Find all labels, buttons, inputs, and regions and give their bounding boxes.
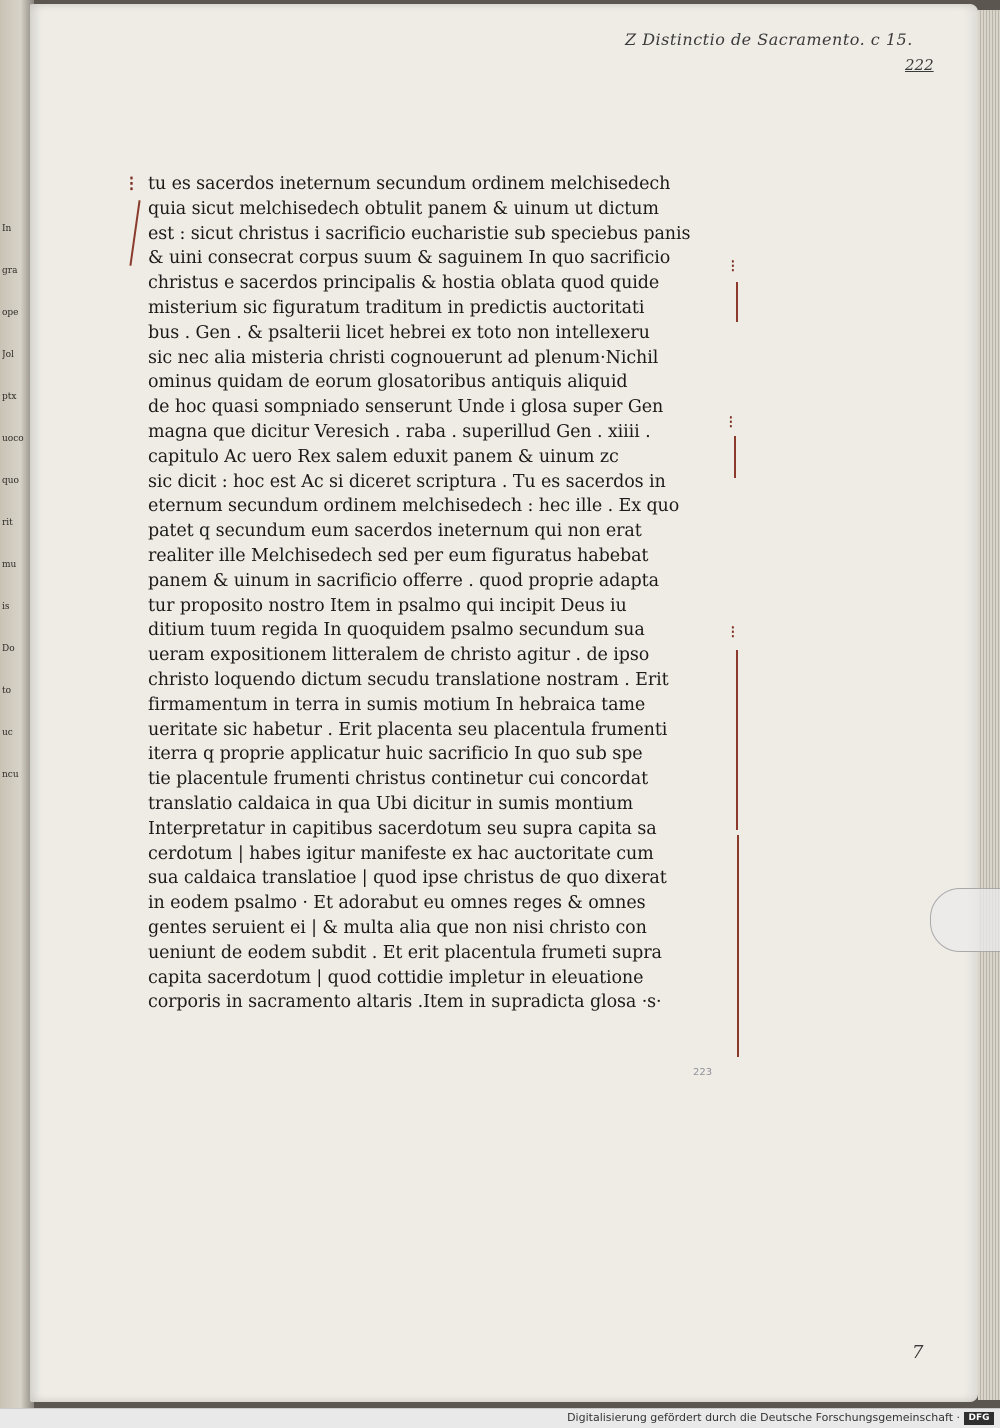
left-page-fragment: ope <box>2 308 19 318</box>
text-line: tu es sacerdos ineternum secundum ordinem melchisedech <box>148 174 671 194</box>
text-line: tur proposito nostro Item in psalmo qui incipit Deus iu <box>148 595 627 616</box>
handwritten-heading: Z Distinctio de Sacramento. c 15. <box>625 30 913 49</box>
left-page-fragment: mu <box>2 560 17 570</box>
text-line: Interpretatur in capitibus sacerdotum seu supra capita sa <box>148 818 657 839</box>
left-page-fragment: Jol <box>2 350 14 360</box>
rubric-mark-3: ⁝ <box>730 622 736 643</box>
text-line: in eodem psalmo · Et adorabut eu omnes reges & omnes <box>148 893 646 914</box>
text-line: cerdotum | habes igitur manifeste ex hac auctoritate cum <box>148 843 654 864</box>
plastic-clip <box>930 888 1000 952</box>
text-line: patet q secundum eum sacerdos ineternum qui non erat <box>148 521 642 542</box>
printed-text-block <box>148 172 748 1015</box>
left-page-fragment: to <box>2 686 12 696</box>
text-line: misterium sic figuratum traditum in predictis auctoritati <box>148 297 645 318</box>
text-line: ueram expositionem litteralem de christo agitur . de ipso <box>148 645 650 666</box>
text-line: realiter ille Melchisedech sed per eum figuratus habebat <box>148 545 649 566</box>
left-page-edge <box>0 0 34 1408</box>
left-page-fragment: uoco <box>2 434 24 444</box>
left-page-fragment: uc <box>2 728 13 738</box>
text-line: corporis in sacramento altaris .Item in supradicta glosa ·s· <box>148 992 662 1013</box>
handwritten-folio-number: 222 <box>905 56 934 74</box>
text-line: gentes seruient ei | & multa alia que non nisi christo con <box>148 917 647 938</box>
text-line: & uini consecrat corpus suum & saguinem In quo sacrificio <box>148 248 671 269</box>
text-line: sua caldaica translatioe | quod ipse christus de quo dixerat <box>148 868 667 889</box>
left-page-fragment: Do <box>2 644 15 654</box>
footer-credit: Digitalisierung gefördert durch die Deutsche Forschungsgemeinschaft · <box>567 1411 960 1424</box>
text-line: translatio caldaica in qua Ubi dicitur in sumis montium <box>148 793 633 814</box>
rubric-mark-2: ⁝ <box>728 412 734 433</box>
text-line: capitulo Ac uero Rex salem eduxit panem & uinum zc <box>148 446 619 467</box>
text-line: panem & uinum in sacrificio offerre . quod proprie adapta <box>148 570 659 591</box>
text-line: de hoc quasi sompniado senserunt Unde i glosa super Gen <box>148 397 664 418</box>
left-page-fragment: gra <box>2 266 18 276</box>
left-page-fragment: rit <box>2 518 13 528</box>
text-line: iterra q proprie applicatur huic sacrificio In quo sub spe <box>148 744 643 765</box>
left-page-fragment: In <box>2 224 12 234</box>
corner-number: 7 <box>912 1342 924 1363</box>
left-page-fragment: ptx <box>2 392 17 402</box>
rubric-bracket-left: ⁝ <box>128 172 135 197</box>
text-line: tie placentule frumenti christus continetur cui concordat <box>148 769 649 790</box>
text-line: magna que dicitur Veresich . raba . superillud Gen . xiiii . <box>148 421 651 442</box>
rubric-mark-1: ⁝ <box>730 256 736 277</box>
text-line: bus . Gen . & psalterii licet hebrei ex toto non intellexeru <box>148 322 650 343</box>
left-page-fragment: quo <box>2 476 19 486</box>
text-line: sic nec alia misteria christi cognouerunt ad plenum·Nichil <box>148 347 659 368</box>
footer-bar <box>0 1408 1000 1428</box>
text-line: christus e sacerdos principalis & hostia oblata quod quide <box>148 273 660 294</box>
text-line: eternum secundum ordinem melchisedech : hec ille . Ex quo <box>148 496 680 517</box>
text-line: sic dicit : hoc est Ac si diceret scriptura . Tu es sacerdos in <box>148 471 666 492</box>
text-line: ditium tuum regida In quoquidem psalmo secundum sua <box>148 620 645 641</box>
pencil-page-number: 223 <box>693 1067 713 1078</box>
left-page-fragment: is <box>2 602 10 612</box>
text-line: ueniunt de eodem subdit . Et erit placentula frumeti supra <box>148 942 662 963</box>
left-page-fragment: ncu <box>2 770 19 780</box>
page-stack-edges <box>978 10 1000 1400</box>
text-line: christo loquendo dictum secudu translatione nostram . Erit <box>148 669 669 690</box>
text-line: ueritate sic habetur . Erit placenta seu placentula frumenti <box>148 719 668 740</box>
text-line: capita sacerdotum | quod cottidie impletur in eleuatione <box>148 967 644 988</box>
text-line: ominus quidam de eorum glosatoribus antiquis aliquid <box>148 372 628 393</box>
text-line: est : sicut christus i sacrificio eucharistie sub speciebus panis <box>148 223 691 244</box>
dfg-logo: DFG <box>964 1412 994 1425</box>
text-line: quia sicut melchisedech obtulit panem & uinum ut dictum <box>148 198 659 219</box>
text-line: firmamentum in terra in sumis motium In hebraica tame <box>148 694 646 715</box>
